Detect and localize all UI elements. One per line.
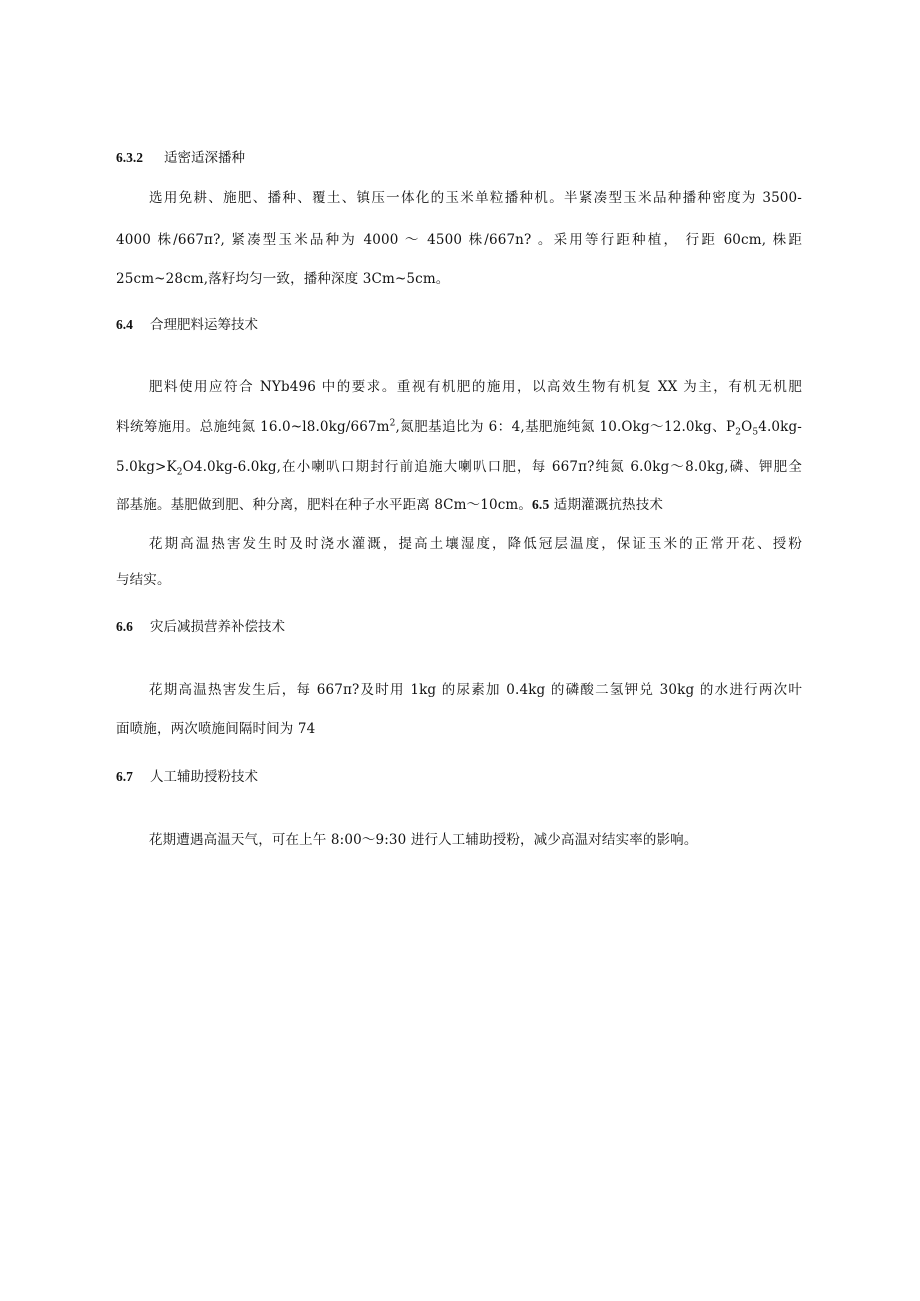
paragraph-line: 花期遭遇高温天气，可在上午 8:00～9:30 进行人工辅助授粉，减少高温对结实率的影响。 xyxy=(149,832,698,848)
section-heading-6-6 xyxy=(116,618,285,636)
paragraph-line: 料统筹施用。总施纯氮 $16.0\sim l8.0kg/667m^2$,氮肥基追比为 6：4,基肥施纯氮 10.Okg～12.0kg、$P_2O_54.0kg-$ xyxy=(116,418,803,438)
section-heading-6-3-2 xyxy=(116,149,245,167)
paragraph-line: 花期高温热害发生时及时浇水灌溉，提高土壤湿度，降低冠层温度，保证玉米的正常开花、授粉 xyxy=(149,536,802,552)
paragraph-line: 花期高温热害发生后，每 667π?及时用 1kg 的尿素加 0.4kg 的磷酸二氢钾兑 30kg 的水进行两次叶 xyxy=(149,682,802,698)
paragraph-line: $5.0kg>K_2O4.0kg-6.0kg$,在小喇叭口期封行前追施大喇叭口肥，每 667π?纯氮 6.0kg～8.0kg,磷、钾肥全 xyxy=(116,459,802,478)
section-number: 6.6 xyxy=(116,619,133,634)
paragraph-line: 4000 株/667π?, 紧凑型玉米品种为 4000 ～ 4500 株/667n? 。采用等行距种植， 行距 60cm, 株距 xyxy=(116,232,802,248)
section-number: 6.3.2 xyxy=(116,150,143,165)
section-title: 适密适深播种 xyxy=(164,150,245,166)
section-title: 人工辅助授粉技术 xyxy=(150,769,258,785)
section-number: 6.5 xyxy=(532,497,550,512)
section-number: 6.7 xyxy=(116,769,133,784)
paragraph-line: 部基施。基肥做到肥、种分离，肥料在种子水平距离 8Cm～10cm。6.5 适期灌溉抗热技术 xyxy=(116,497,663,513)
section-title: 适期灌溉抗热技术 xyxy=(553,497,663,513)
section-title: 灾后减损营养补偿技术 xyxy=(150,619,285,635)
paragraph-line: 肥料使用应符合 NYb496 中的要求。重视有机肥的施用，以高效生物有机复 XX 为主，有机无机肥 xyxy=(149,379,802,395)
paragraph-line: 与结实。 xyxy=(116,572,171,588)
paragraph-line: 选用免耕、施肥、播种、覆土、镇压一体化的玉米单粒播种机。半紧凑型玉米品种播种密度为 3500- xyxy=(149,190,802,206)
section-number: 6.4 xyxy=(116,317,133,332)
paragraph-line: 面喷施，两次喷施间隔时间为 74 xyxy=(116,721,316,737)
paragraph-line: 25cm~28cm,落籽均匀一致，播种深度 3Cm~5cm。 xyxy=(116,271,450,287)
section-heading-6-7 xyxy=(116,768,258,786)
section-title: 合理肥料运筹技术 xyxy=(150,317,258,333)
section-heading-6-4 xyxy=(116,316,258,334)
